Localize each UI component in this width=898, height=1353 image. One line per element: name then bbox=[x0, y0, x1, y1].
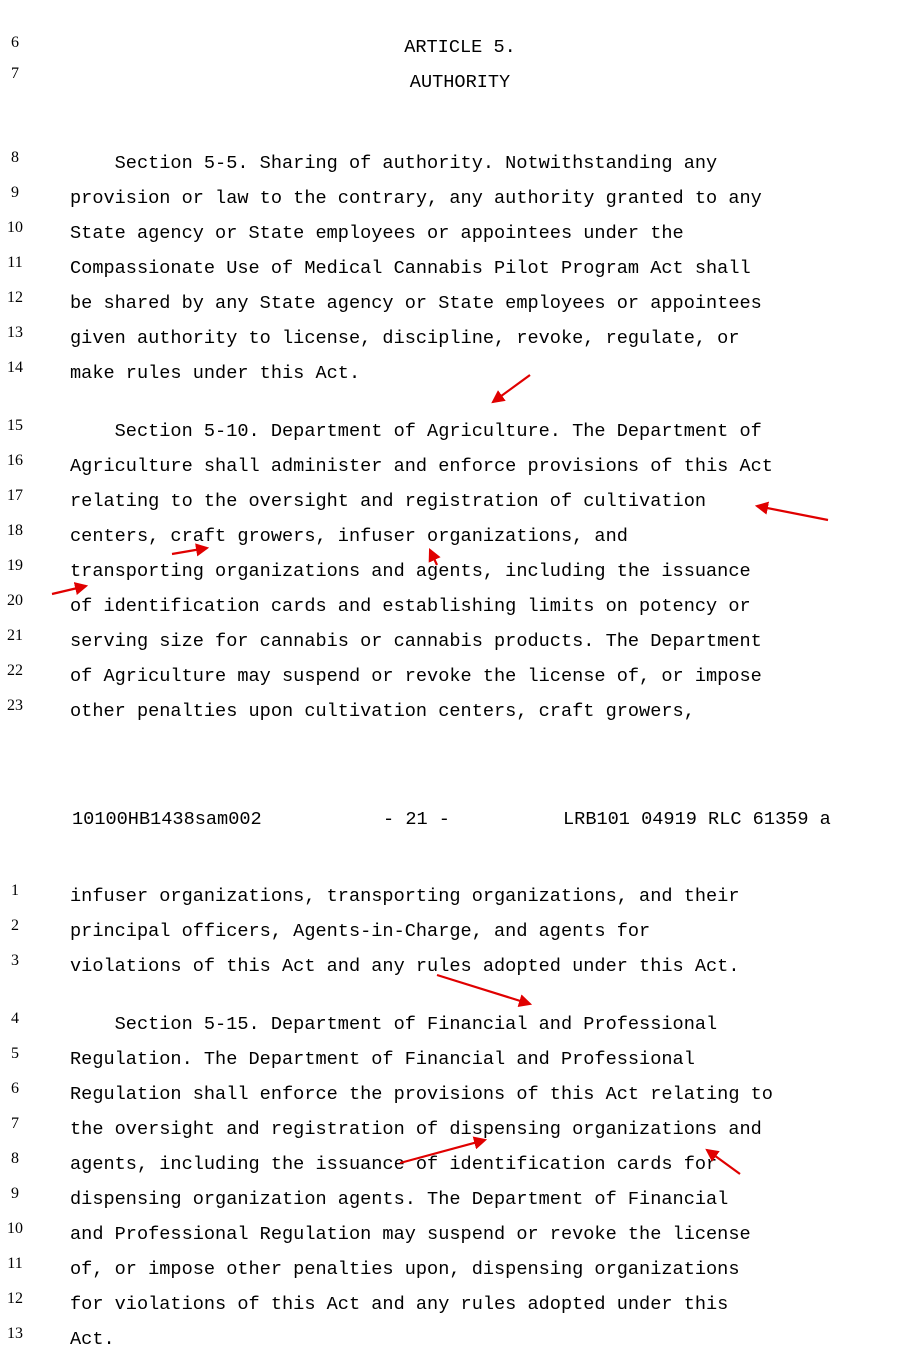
text-line: and Professional Regulation may suspend or revoke the license bbox=[70, 1224, 751, 1245]
article-number: ARTICLE 5. bbox=[404, 37, 516, 58]
line-number: 11 bbox=[7, 254, 23, 271]
text-line: provision or law to the contrary, any authority granted to any bbox=[70, 188, 762, 209]
text-line: Section 5-5. Sharing of authority. Notwithstanding any bbox=[70, 153, 718, 174]
footer-page-number: - 21 - bbox=[383, 809, 450, 830]
text-line: Compassionate Use of Medical Cannabis Pilot Program Act shall bbox=[70, 258, 751, 279]
line-number: 3 bbox=[11, 952, 19, 969]
text-line: violations of this Act and any rules adopted under this Act. bbox=[70, 956, 740, 977]
text-line: serving size for cannabis or cannabis products. The Department bbox=[70, 631, 762, 652]
text-line: principal officers, Agents-in-Charge, and agents for bbox=[70, 921, 651, 942]
text-line: State agency or State employees or appointees under the bbox=[70, 223, 684, 244]
footer-lrb-number: LRB101 04919 RLC 61359 a bbox=[563, 809, 831, 830]
line-number: 11 bbox=[7, 1255, 23, 1272]
article-title: AUTHORITY bbox=[409, 72, 511, 93]
red-arrow bbox=[757, 506, 828, 520]
text-line: centers, craft growers, infuser organizations, and bbox=[70, 526, 628, 547]
text-line: of Agriculture may suspend or revoke the license of, or impose bbox=[70, 666, 762, 687]
text-line: the oversight and registration of dispensing organizations and bbox=[70, 1119, 762, 1140]
text-line: make rules under this Act. bbox=[70, 363, 361, 384]
text-line: of identification cards and establishing limits on potency or bbox=[70, 596, 751, 617]
text-line: Section 5-10. Department of Agriculture. The Department of bbox=[70, 421, 762, 442]
line-number: 12 bbox=[7, 289, 23, 306]
text-line: Regulation. The Department of Financial and Professional bbox=[70, 1049, 695, 1070]
line-number: 9 bbox=[11, 184, 19, 201]
red-arrow bbox=[52, 586, 86, 594]
line-number: 22 bbox=[7, 662, 23, 679]
line-number: 2 bbox=[11, 917, 19, 934]
line-number: 10 bbox=[7, 1220, 23, 1237]
line-number: 10 bbox=[7, 219, 23, 236]
line-number: 16 bbox=[7, 452, 23, 469]
text-line: given authority to license, discipline, revoke, regulate, or bbox=[70, 328, 740, 349]
line-number: 5 bbox=[11, 1045, 19, 1062]
line-number: 7 bbox=[11, 65, 19, 82]
line-number: 6 bbox=[11, 1080, 19, 1097]
text-line: dispensing organization agents. The Department of Financial bbox=[70, 1189, 729, 1210]
text-line: be shared by any State agency or State employees or appointees bbox=[70, 293, 762, 314]
line-number: 1 bbox=[11, 882, 19, 899]
text-line: other penalties upon cultivation centers, craft growers, bbox=[70, 701, 695, 722]
text-line: Act. bbox=[70, 1329, 115, 1350]
line-number: 20 bbox=[7, 592, 23, 609]
text-line: Section 5-15. Department of Financial and Professional bbox=[70, 1014, 718, 1035]
footer-doc-id: 10100HB1438sam002 bbox=[72, 809, 262, 830]
line-number: 7 bbox=[11, 1115, 19, 1132]
line-number: 21 bbox=[7, 627, 23, 644]
line-number: 14 bbox=[7, 359, 23, 376]
line-number: 4 bbox=[11, 1010, 19, 1027]
text-line: Agriculture shall administer and enforce provisions of this Act bbox=[70, 456, 773, 477]
line-number: 17 bbox=[7, 487, 23, 504]
text-line: infuser organizations, transporting organizations, and their bbox=[70, 886, 740, 907]
line-number: 6 bbox=[11, 34, 19, 51]
line-number: 8 bbox=[11, 149, 19, 166]
line-number: 15 bbox=[7, 417, 23, 434]
text-line: agents, including the issuance of identification cards for bbox=[70, 1154, 718, 1175]
line-number: 9 bbox=[11, 1185, 19, 1202]
line-number: 13 bbox=[7, 324, 23, 341]
line-number: 18 bbox=[7, 522, 23, 539]
red-arrow bbox=[493, 375, 530, 402]
text-line: relating to the oversight and registration of cultivation bbox=[70, 491, 707, 512]
red-arrow bbox=[172, 548, 207, 554]
text-line: Regulation shall enforce the provisions of this Act relating to bbox=[70, 1084, 773, 1105]
text-line: of, or impose other penalties upon, dispensing organizations bbox=[70, 1259, 740, 1280]
line-number: 19 bbox=[7, 557, 23, 574]
line-number: 12 bbox=[7, 1290, 23, 1307]
line-number: 13 bbox=[7, 1325, 23, 1342]
text-line: transporting organizations and agents, including the issuance bbox=[70, 561, 751, 582]
text-line: for violations of this Act and any rules adopted under this bbox=[70, 1294, 729, 1315]
red-arrow bbox=[437, 975, 530, 1004]
line-number: 8 bbox=[11, 1150, 19, 1167]
line-number: 23 bbox=[7, 697, 23, 714]
